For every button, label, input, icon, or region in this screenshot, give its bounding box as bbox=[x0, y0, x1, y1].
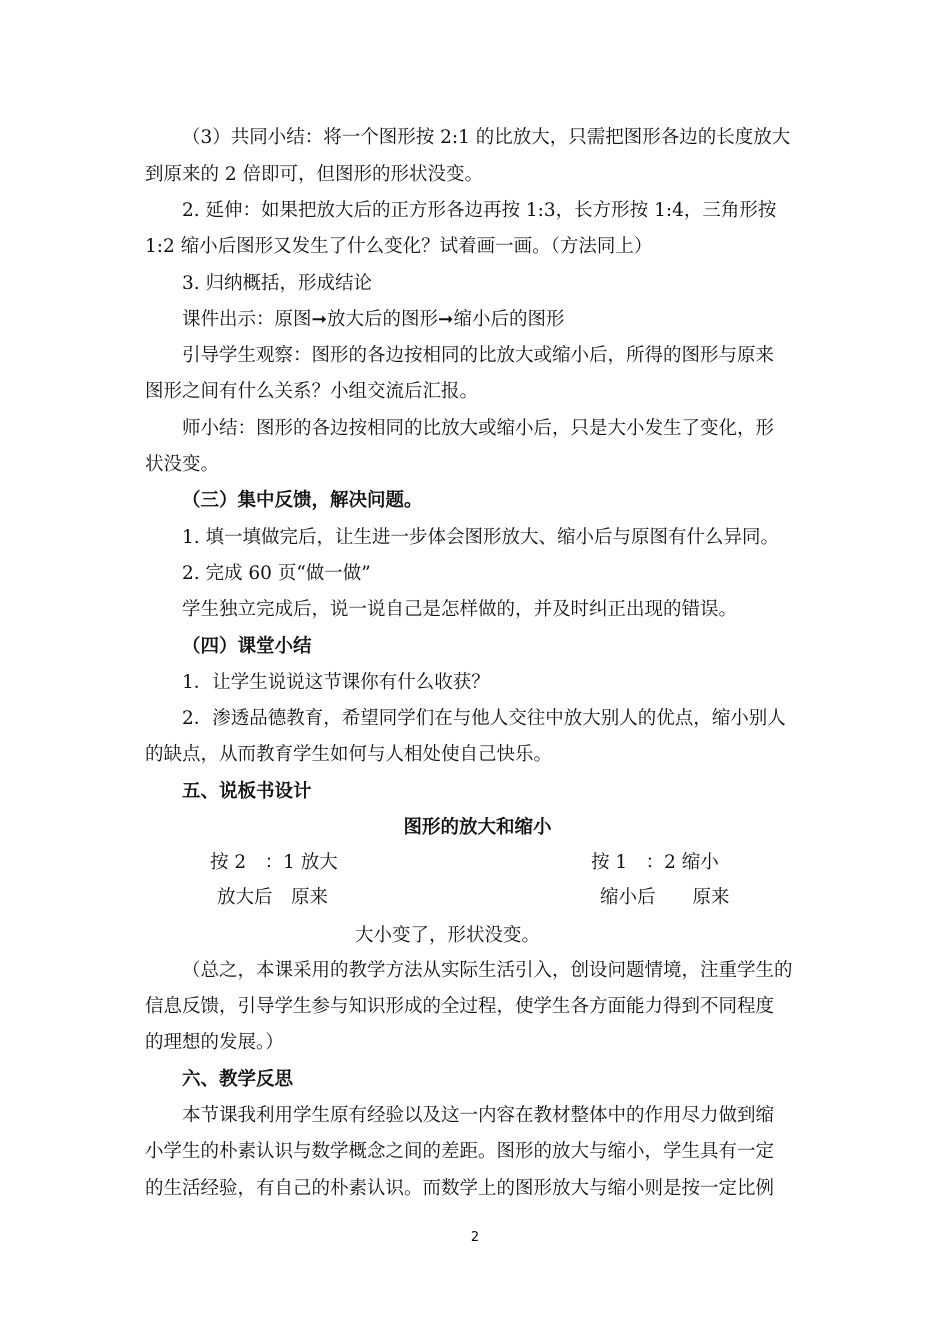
board-conclusion: 大小变了，形状没变。 bbox=[355, 925, 541, 946]
page-number: 2 bbox=[470, 1230, 480, 1245]
paragraph-line: 1:2 缩小后图形又发生了什么变化？试着画一画。（方法同上） bbox=[145, 236, 653, 257]
paragraph-line: 课件出示：原图➞放大后的图形➞缩小后的图形 bbox=[182, 309, 565, 330]
paragraph-line: （3）共同小结：将一个图形按 2:1 的比放大，只需把图形各边的长度放大 bbox=[182, 127, 791, 148]
paragraph-line: 3. 归纳概括，形成结论 bbox=[182, 273, 373, 294]
paragraph-line: 小学生的朴素认识与数学概念之间的差距。图形的放大与缩小，学生具有一定 bbox=[145, 1141, 775, 1162]
board-right-ratio: 按 1 ：2 缩小 bbox=[591, 852, 719, 873]
paragraph-line: 状没变。 bbox=[145, 454, 220, 475]
paragraph-line: 图形之间有什么关系？小组交流后汇报。 bbox=[145, 381, 479, 402]
section-heading: 六、教学反思 bbox=[182, 1069, 294, 1090]
paragraph-line: 1. 填一填做完后，让生进一步体会图形放大、缩小后与原图有什么异同。 bbox=[182, 527, 780, 548]
section-heading: 五、说板书设计 bbox=[182, 781, 312, 802]
board-title: 图形的放大和缩小 bbox=[403, 817, 552, 838]
paragraph-line: 引导学生观察：图形的各边按相同的比放大或缩小后，所得的图形与原来 bbox=[182, 345, 775, 366]
board-left-ratio: 按 2 ：1 放大 bbox=[210, 852, 338, 873]
paragraph-line: （总之，本课采用的教学方法从实际生活引入，创设问题情境，注重学生的 bbox=[182, 960, 793, 981]
section-heading: （三）集中反馈，解决问题。 bbox=[182, 490, 423, 511]
paragraph-line: 本节课我利用学生原有经验以及这一内容在教材整体中的作用尽力做到缩 bbox=[182, 1105, 775, 1126]
board-right-labels: 缩小后 原来 bbox=[600, 887, 730, 908]
paragraph-line: 2. 延伸：如果把放大后的正方形各边再按 1:3，长方形按 1:4，三角形按 bbox=[182, 200, 777, 221]
paragraph-line: 1．让学生说说这节课你有什么收获？ bbox=[182, 672, 490, 693]
paragraph-line: 2．渗透品德教育，希望同学们在与他人交往中放大别人的优点，缩小别人 bbox=[182, 708, 786, 729]
paragraph-line: 学生独立完成后，说一说自己是怎样做的，并及时纠正出现的错误。 bbox=[182, 599, 738, 620]
board-left-labels: 放大后 原来 bbox=[217, 887, 329, 908]
paragraph-line: 的缺点，从而教育学生如何与人相处使自己快乐。 bbox=[145, 744, 553, 765]
paragraph-line: 师小结：图形的各边按相同的比放大或缩小后，只是大小发生了变化，形 bbox=[182, 418, 775, 439]
paragraph-line: 信息反馈，引导学生参与知识形成的全过程，使学生各方面能力得到不同程度 bbox=[145, 996, 775, 1017]
paragraph-line: 的理想的发展。） bbox=[145, 1032, 284, 1053]
paragraph-line: 的生活经验，有自己的朴素认识。而数学上的图形放大与缩小则是按一定比例 bbox=[145, 1178, 775, 1199]
section-heading: （四）课堂小结 bbox=[182, 636, 312, 657]
paragraph-line: 2. 完成 60 页“做一做” bbox=[182, 563, 371, 584]
paragraph-line: 到原来的 2 倍即可，但图形的形状没变。 bbox=[145, 164, 484, 185]
